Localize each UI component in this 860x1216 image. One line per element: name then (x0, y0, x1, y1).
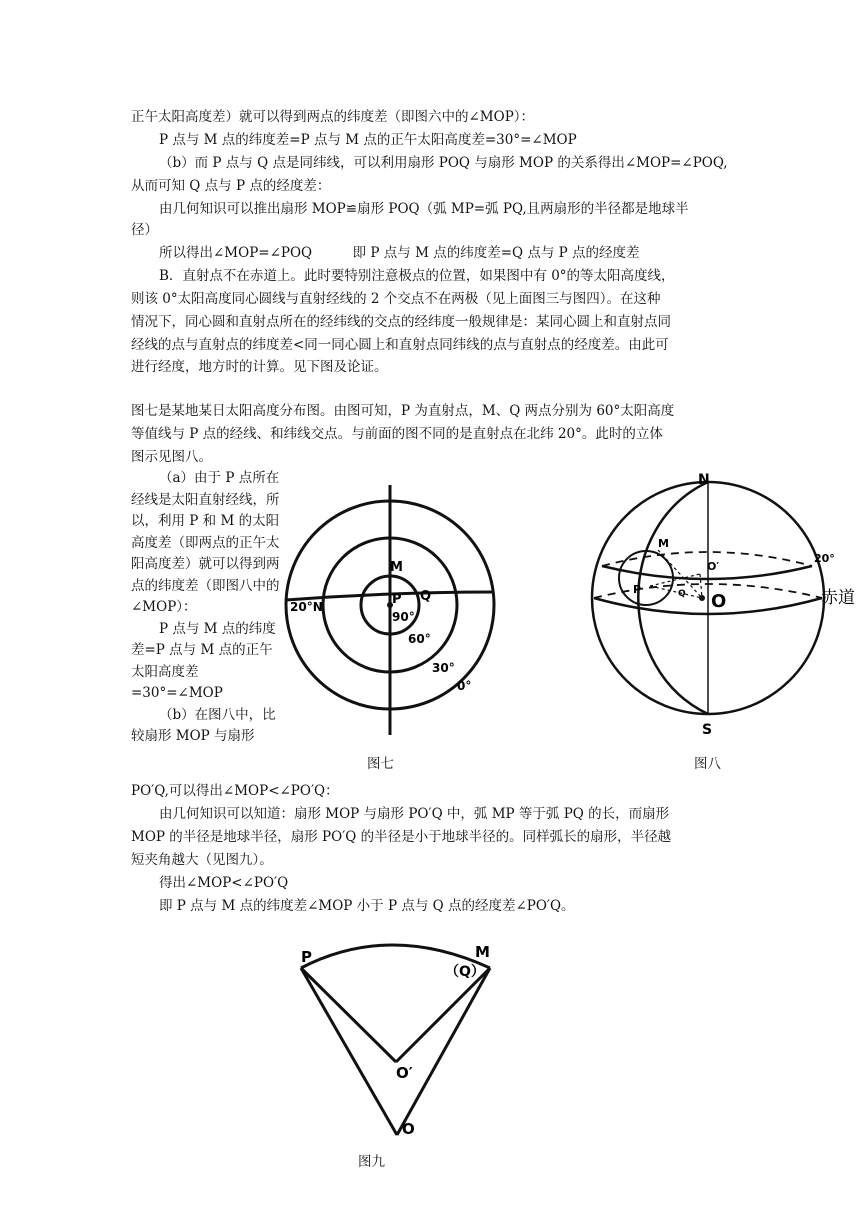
text-line-1: 正午太阳高度差）就可以得到两点的纬度差（即图六中的∠MOP）： (131, 109, 535, 125)
fig8-label-m: M (658, 537, 669, 550)
text-line-17: 由几何知识可以知道：扇形 MOP 与扇形 PO′Q 中，弧 MP 等于弧 PQ 的长，而扇形 (159, 806, 670, 822)
fig9-label-q: （Q） (445, 964, 485, 980)
side-paragraph-b: P 点与 M 点的纬度差=P 点与 M 点的正午太阳高度差=30°=∠MOP (131, 620, 276, 701)
text-line-14: 等值线与 P 点的经线、和纬线交点。与前面的图不同的是直射点在北纬 20°。此时的立体 (131, 426, 663, 442)
text-line-3: （b）而 P 点与 Q 点是同纬线，可以利用扇形 POQ 与扇形 MOP 的关系得出∠MOP=∠POQ, (159, 155, 728, 171)
text-line-15: 图示见图八。 (131, 449, 212, 465)
text-line-10: 情况下，同心圆和直射点所在的经纬线的交点的经纬度一般规律是：某同心圆上和直射点同 (131, 314, 671, 330)
figure-8-caption: 图八 (694, 756, 721, 772)
text-line-2: P 点与 M 点的纬度差=P 点与 M 点的正午太阳高度差=30°=∠MOP (159, 132, 577, 148)
text-line-21: 即 P 点与 M 点的纬度差∠MOP 小于 P 点与 Q 点的经度差∠PO′Q。 (159, 898, 575, 914)
fig7-label-90: 90° (392, 610, 415, 624)
text-line-18: MOP 的半径是地球半径，扇形 PO′Q 的半径是小于地球半径的。同样弧长的扇形，半径越 (131, 829, 672, 845)
text-line-20: 得出∠MOP<∠PO′Q (159, 875, 289, 891)
fig8-label-20: 20° (814, 552, 835, 565)
fig7-label-60: 60° (408, 632, 431, 646)
figure-9 (285, 930, 515, 1145)
side-column (131, 468, 283, 748)
fig8-label-equator: 赤道 (821, 588, 855, 608)
text-line-8: B．直射点不在赤道上。此时要特别注意极点的位置，如果图中有 0°的等太阳高度线， (159, 268, 675, 284)
text-line-5: 由几何知识可以推出扇形 MOP≌扇形 POQ（弧 MP=弧 PQ,且两扇形的半径都是地球半 (159, 201, 689, 217)
fig9-label-oprime: O′ (396, 1064, 413, 1082)
figure-7 (280, 480, 500, 740)
text-line-9: 则该 0°太阳高度同心圆线与直射经线的 2 个交点不在两极（见上面图三与图四）。在这种 (131, 291, 661, 307)
fig8-label-p: P (633, 583, 642, 596)
fig7-label-0: 0° (457, 679, 472, 693)
text-line-13: 图七是某地某日太阳高度分布图。由图可知，P 为直射点，M、Q 两点分别为 60°太阳高度 (131, 403, 675, 419)
fig7-label-20n: 20°N (290, 600, 323, 614)
text-line-7: 所以得出∠MOP=∠POQ 即 P 点与 M 点的纬度差=Q 点与 P 点的经度差 (159, 245, 640, 261)
fig9-label-m: M (475, 943, 490, 961)
text-line-12: 进行经度，地方时的计算。见下图及论证。 (131, 359, 388, 375)
fig8-label-o: O (711, 591, 727, 612)
fig9-label-p: P (301, 948, 312, 966)
fig7-label-q: Q (420, 589, 432, 604)
figure-7-caption: 图七 (367, 756, 394, 772)
fig8-label-q: Q (678, 589, 686, 599)
fig8-label-s: S (702, 722, 713, 738)
text-line-16: PO′Q,可以得出∠MOP<∠PO′Q： (131, 783, 339, 799)
fig7-label-p: P (392, 592, 402, 607)
fig9-label-o: O (402, 1120, 415, 1138)
text-line-19: 短夹角越大（见图九）。 (131, 852, 273, 868)
fig7-label-m: M (390, 560, 403, 575)
fig7-label-30: 30° (432, 661, 455, 675)
text-line-4: 从而可知 Q 点与 P 点的经度差： (131, 178, 331, 194)
side-paragraph-c: （b）在图八中，比较扇形 MOP 与扇形 (131, 706, 276, 744)
figure-9-caption: 图九 (358, 1154, 385, 1170)
text-line-11: 经线的点与直射点的纬度差<同一同心圆上和直射点同纬线的点与直射点的经度差。由此可 (131, 337, 669, 353)
side-paragraph-a: （a）由于 P 点所在经线是太阳直射经线，所以，利用 P 和 M 的太阳高度差（即两点的正午太阳高度差）就可以得到两点的纬度差（即图八中的∠MOP）： (131, 470, 280, 615)
figure-8 (590, 470, 860, 738)
text-line-6: 径） (131, 222, 158, 238)
fig8-label-n: N (698, 472, 710, 488)
fig8-label-oprime: O′ (707, 560, 720, 573)
